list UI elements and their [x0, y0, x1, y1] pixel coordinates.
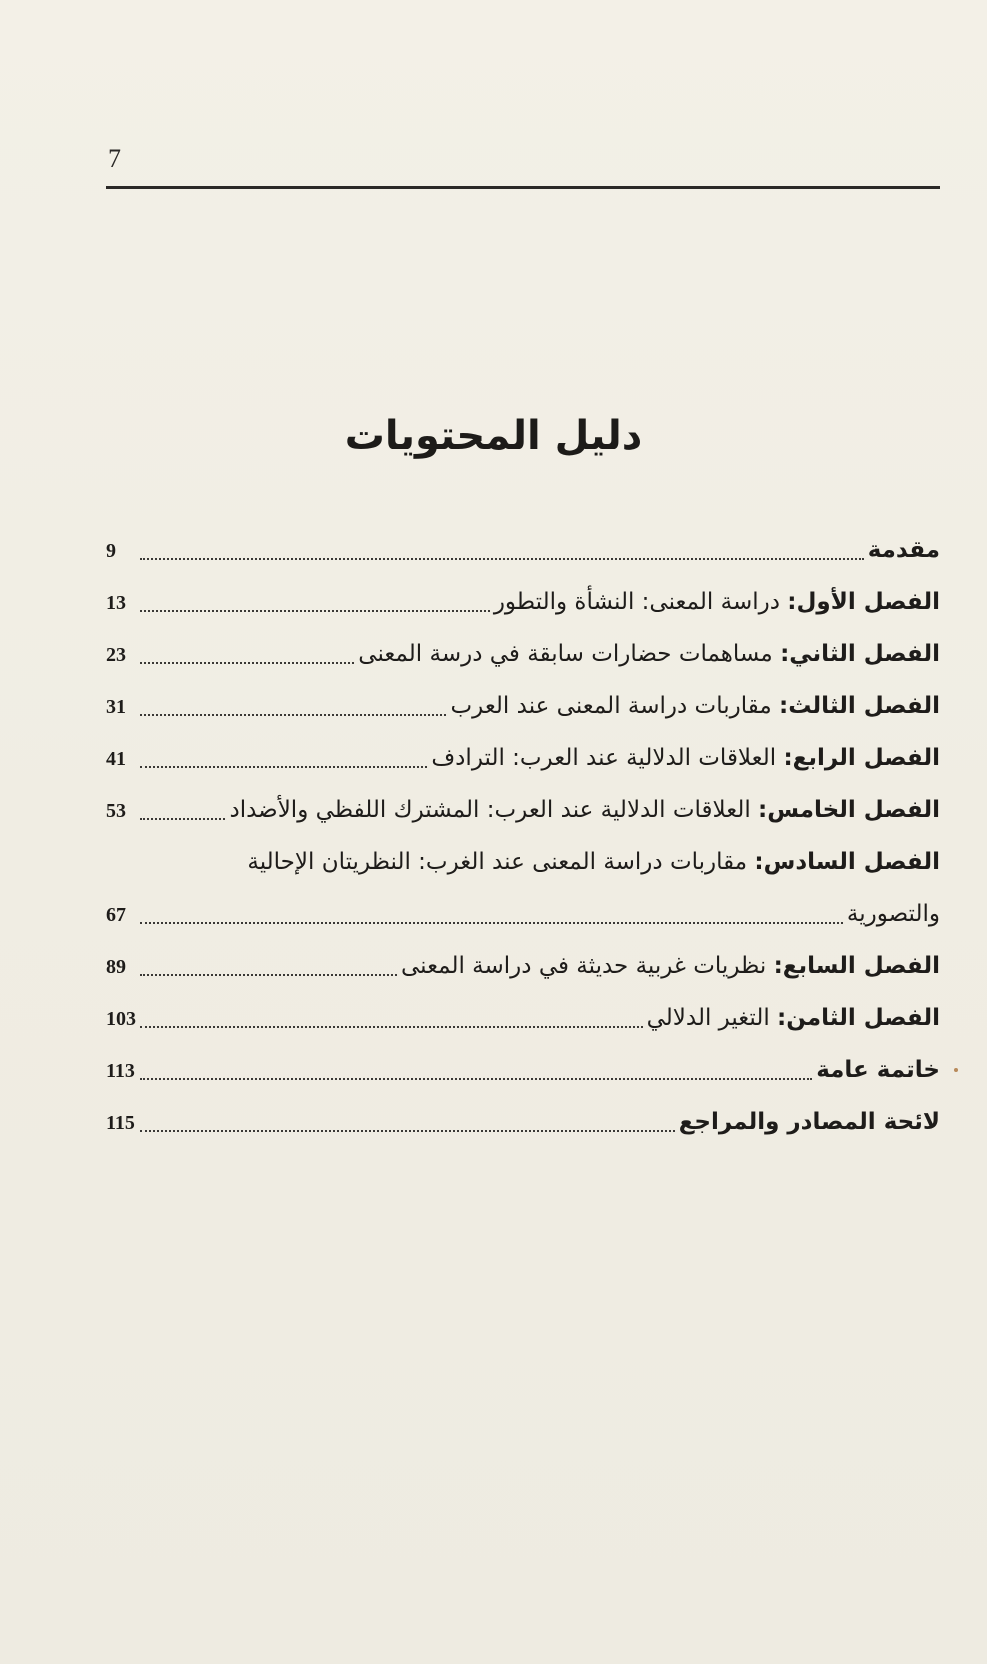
dot-leader: [140, 662, 354, 664]
toc-entry-label: الفصل الثالث: مقاربات دراسة المعنى عند العرب: [450, 693, 940, 719]
toc-entry-label: الفصل الثامن: التغير الدلالي: [646, 1005, 940, 1031]
dot-leader: [140, 922, 843, 924]
toc-entry-chapter-2: [106, 628, 940, 680]
toc-entry-chapter-5: [106, 784, 940, 836]
toc-entry-chapter-4: [106, 732, 940, 784]
toc-entry-chapter-7: [106, 940, 940, 992]
dot-leader: [140, 974, 397, 976]
dot-leader: [140, 818, 225, 820]
toc-page-number: 13: [106, 592, 126, 614]
toc-entry-chapter-1: [106, 576, 940, 628]
toc-entry-label: الفصل السادس: مقاربات دراسة المعنى عند الغرب: النظريتان الإحالية: [247, 849, 940, 875]
dot-leader: [140, 1026, 643, 1028]
dot-leader: [140, 558, 864, 560]
header-rule: [106, 186, 940, 189]
table-of-contents: [106, 524, 940, 1148]
toc-page-number: 113: [106, 1060, 135, 1082]
page-number: 7: [108, 144, 121, 173]
dot-leader: [140, 1078, 812, 1080]
toc-page-number: 67: [106, 904, 126, 926]
toc-entry-introduction: [106, 524, 940, 576]
toc-page-number: 9: [106, 540, 116, 562]
toc-page-number: 23: [106, 644, 126, 666]
dot-leader: [140, 714, 446, 716]
toc-entry-chapter-6: [106, 836, 940, 940]
toc-entry-label: مقدمة: [867, 537, 940, 563]
toc-page-number: 41: [106, 748, 126, 770]
stray-ink-dot: [954, 1068, 958, 1072]
toc-entry-label: الفصل السابع: نظريات غربية حديثة في دراسة المعنى: [400, 953, 940, 979]
toc-page-number: 31: [106, 696, 126, 718]
toc-entry-label: الفصل الثاني: مساهمات حضارات سابقة في درسة المعنى: [358, 641, 940, 667]
toc-entry-label-continued: والتصورية: [846, 901, 940, 927]
dot-leader: [140, 610, 490, 612]
toc-page-number: 103: [106, 1008, 136, 1030]
toc-entry-bibliography: [106, 1096, 940, 1148]
toc-entry-label: لائحة المصادر والمراجع: [678, 1109, 940, 1135]
toc-entry-label: خاتمة عامة: [816, 1057, 940, 1083]
toc-entry-label: الفصل الخامس: العلاقات الدلالية عند العرب: المشترك اللفظي والأضداد: [229, 797, 940, 823]
toc-page-number: 115: [106, 1112, 135, 1134]
toc-entry-label: الفصل الرابع: العلاقات الدلالية عند العرب: الترادف: [431, 745, 940, 771]
toc-entry-conclusion: [106, 1044, 940, 1096]
dot-leader: [140, 766, 427, 768]
toc-entry-chapter-8: [106, 992, 940, 1044]
toc-entry-chapter-3: [106, 680, 940, 732]
toc-entry-label: الفصل الأول: دراسة المعنى: النشأة والتطور: [493, 589, 940, 615]
toc-page-number: 53: [106, 800, 126, 822]
toc-title: دليل المحتويات: [344, 413, 643, 459]
dot-leader: [140, 1130, 675, 1132]
toc-page-number: 89: [106, 956, 126, 978]
